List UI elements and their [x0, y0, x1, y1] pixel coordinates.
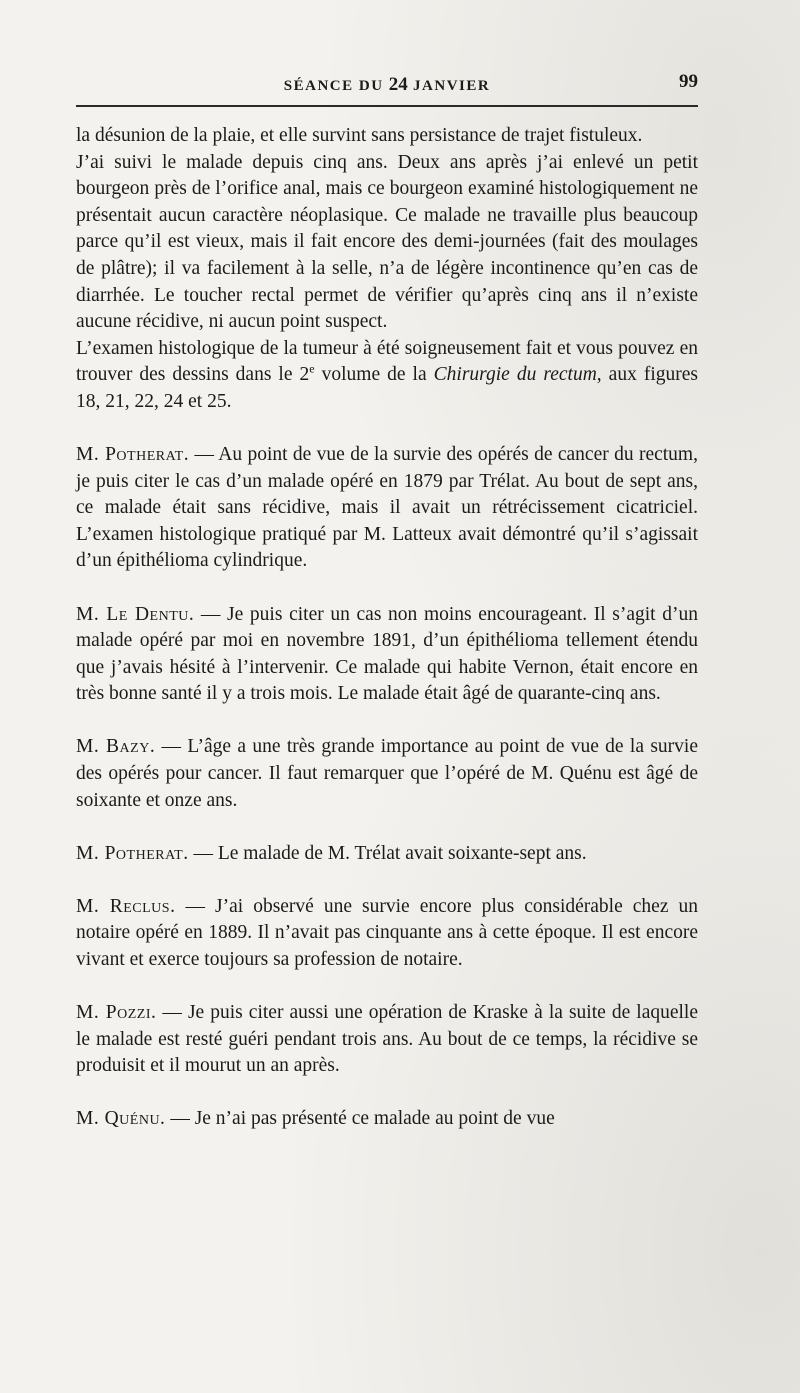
paragraph-histology-text-a: L’examen histologique de la tumeur à été soigneusement fait et vous pouvez en trouver des dessins dans le 2: [76, 337, 698, 386]
speech-le-dentu: [76, 602, 698, 708]
speech-text: — L’âge a une très grande importance au point de vue de la survie des opérés pour cancer. Il faut remarquer que l’opéré de M. Quénu est âgé de soixante et onze ans.: [76, 736, 698, 811]
spacer: [76, 708, 698, 735]
speech-quenu: [76, 1106, 698, 1133]
speaker-name: M. Bazy.: [76, 736, 156, 758]
speaker-name: M. Quénu.: [76, 1108, 166, 1130]
speech-text: — Je puis citer aussi une opération de Kraske à la suite de laquelle le malade est resté guéri pendant trois ans. Au bout de ce temps, la récidive se produisit et il mourut un an après.: [76, 1002, 698, 1077]
spacer: [76, 867, 698, 894]
paragraph-continuation: la désunion de la plaie, et elle survint sans persistance de trajet fistuleux.: [76, 125, 643, 146]
speech-text: — J’ai observé une survie encore plus considérable chez un notaire opéré en 1889. Il n’avait pas cinquante ans à cette époque. Il est encore vivant et exerce toujours sa profession de notaire.: [76, 895, 699, 970]
running-title: [76, 74, 698, 96]
running-title-prefix: SÉANCE DU: [283, 78, 389, 94]
page-number: 99: [679, 71, 698, 92]
speech-text: — Je n’ai pas présenté ce malade au point de vue: [165, 1108, 555, 1130]
superscript-e: e: [309, 361, 315, 376]
speaker-name: M. Potherat.: [76, 842, 189, 864]
speech-potherat-2: [76, 841, 698, 868]
body-text: [76, 123, 698, 1133]
speaker-name: M. Pozzi.: [76, 1002, 157, 1024]
paragraph-followup: J’ai suivi le malade depuis cinq ans. Deux ans après j’ai enlevé un petit bourgeon près de l’orifice anal, mais ce bourgeon examiné histologiquement ne présentait aucun caractère néoplasique. Ce malade ne travaille plus beaucoup parce qu’il est vieux, mais il fait encore des demi-journées (fait des moulages de plâtre); il va facilement à la selle, n’a de légère incontinence qu’en cas de diarrhée. Le toucher rectal permet de vérifier qu’après cinq ans il n’existe aucune récidive, ni aucun point suspect.: [76, 151, 698, 333]
speaker-name: M. Reclus.: [76, 895, 176, 917]
speaker-name: M. Potherat.: [76, 444, 190, 466]
spacer: [76, 974, 698, 1001]
speech-bazy: [76, 734, 698, 814]
speech-potherat-1: [76, 442, 698, 575]
running-title-suffix: JANVIER: [407, 78, 491, 94]
paragraph-histology-text-c: , aux figures 18, 21, 22, 24 et 25.: [76, 364, 698, 412]
spacer: [76, 1080, 698, 1107]
speech-text: — Au point de vue de la survie des opérés de cancer du rectum, je puis citer le cas d’un malade opéré en 1879 par Trélat. Au bout de sept ans, ce malade était sans récidive, mais il avait un rétrécissement cicatriciel. L’examen histologique pratiqué par M. Latteux avait démontré qu’il s’agissait d’un épithélioma cylindrique.: [76, 444, 698, 572]
paragraph-histology: [76, 336, 698, 416]
speech-reclus: [76, 894, 698, 974]
spacer: [76, 416, 698, 443]
running-head: [76, 66, 698, 96]
speaker-name: M. Le Dentu.: [76, 603, 195, 625]
running-title-day: 24: [388, 74, 408, 95]
book-title: Chirurgie du rectum: [433, 364, 597, 386]
paragraph-histology-text-b: volume de la: [314, 364, 434, 386]
speech-pozzi: [76, 1000, 698, 1080]
spacer: [76, 814, 698, 841]
speech-text: — Je puis citer un cas non moins encourageant. Il s’agit d’un malade opéré par moi en novembre 1891, d’un épithélioma tellement étendu que j’avais hésité à l’intervenir. Ce malade qui habite Vernon, était encore en très bonne santé il y a trois mois. Le malade était âgé de quarante-cinq ans.: [76, 603, 698, 705]
speech-text: — Le malade de M. Trélat avait soixante-sept ans.: [188, 842, 587, 864]
spacer: [76, 575, 698, 602]
header-rule: [76, 105, 698, 107]
